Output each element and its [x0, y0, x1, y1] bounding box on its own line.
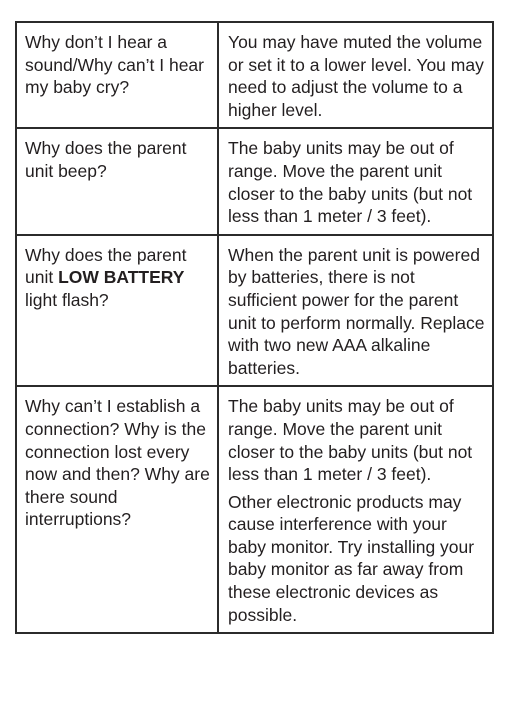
- question-cell: [16, 128, 218, 234]
- answer-cell: [218, 22, 493, 128]
- table-row: [16, 235, 493, 387]
- table-row: [16, 386, 493, 633]
- answer-cell: [218, 128, 493, 234]
- question-text: Why can’t I establish a connection? Why is the connection lost every now and then? Why are there sound interruptions?: [25, 396, 210, 530]
- answer-cell: [218, 235, 493, 387]
- question-cell: [16, 235, 218, 387]
- question-text: Why don’t I hear a sound/Why can’t I hear my baby cry?: [25, 32, 204, 98]
- low-battery-label: LOW BATTERY: [58, 267, 185, 288]
- table-row: [16, 22, 493, 128]
- question-text: [25, 244, 210, 312]
- question-text-tail: light flash?: [25, 289, 109, 310]
- answer-text: When the parent unit is powered by batteries, there is not sufficient power for the parent unit to perform normally. Replace with two new AAA alkaline batteries.: [228, 244, 485, 378]
- question-text: Why does the parent unit beep?: [25, 138, 187, 181]
- answer-text: You may have muted the volume or set it to a lower level. You may need to adjust the volume to a higher level.: [228, 32, 484, 120]
- answer-text: The baby units may be out of range. Move the parent unit closer to the baby units (but not less than 1 meter / 3 feet).: [228, 138, 473, 227]
- troubleshooting-table: [15, 21, 494, 634]
- question-text-lead: Why does the parent unit: [25, 244, 187, 288]
- answer-text: The baby units may be out of range. Move the parent unit closer to the baby units (but not less than 1 meter / 3 feet).: [228, 396, 473, 485]
- question-cell: [16, 386, 218, 633]
- answer-cell: [218, 386, 493, 633]
- question-cell: [16, 22, 218, 128]
- answer-text: Other electronic products may cause interference with your baby monitor. Try installing your baby monitor as far away from these electronic devices as possible.: [228, 491, 475, 625]
- table-row: [16, 128, 493, 234]
